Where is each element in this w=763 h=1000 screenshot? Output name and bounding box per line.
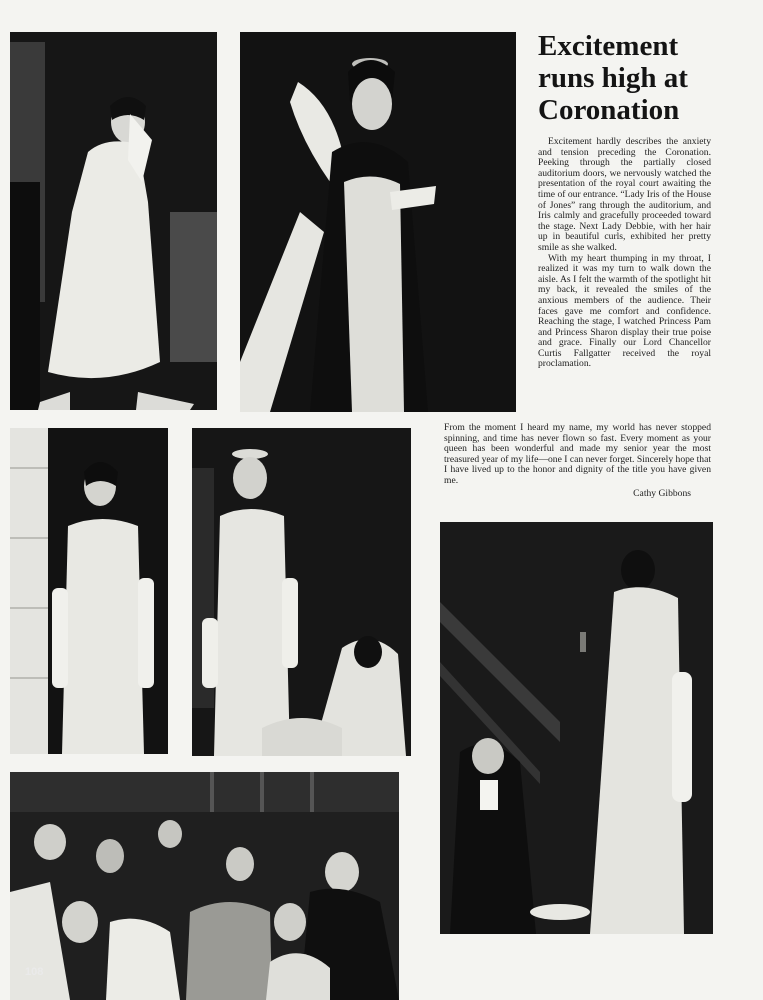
article-paragraph: With my heart thumping in my throat, I realized it was my turn to walk down the aisle. As I felt the warmth of the spotlight hit my back, it revealed the smiles of the anxious members of the audience. Their faces gave me comfort and confidence. Reaching the stage, I watched Princess Pam and Princess Sharon display their true poise and grace. Finally our Lord Chancellor Curtis Fallgatter received the royal proclamation. (538, 252, 711, 370)
article-closing-paragraph: From the moment I heard my name, my world has never stopped spinning, and time has never flown so fast. Every moment as your queen has been wonderful and made my senior year the most treasured year of my life—one I can never forget. Sincerely hope that I have lived up to the honor and dignity of the title you have given me. (444, 422, 711, 486)
article-paragraph: Excitement hardly describes the anxiety and tension preceding the Coronation. Peeking through the partially closed auditorium doors, we nervously watched the presentation of the royal court awaiting the time of our entrance. “Lady Iris of the House of Jones” rang through the auditorium, and Iris calmly and gracefully proceeded toward the stage. Next Lady Debbie, with her hair up in beautiful curls, exhibited her pretty smile as she walked. (538, 136, 711, 253)
photo-girl-headband-attendant (192, 428, 411, 756)
photo-dance-crowd (10, 772, 399, 1000)
photo-queen-crown-robe (240, 32, 516, 412)
photo-queen-gown-hand-to-face (10, 32, 217, 410)
article-body (538, 137, 711, 370)
photo-girl-white-gown-gloves (10, 428, 168, 754)
page-headline: Excitement runs high at Coronation (538, 30, 688, 126)
author-signature: Cathy Gibbons (633, 488, 691, 499)
article-closing (444, 423, 711, 487)
photo-queen-escort-stairs (440, 522, 713, 934)
page-number: 108 (25, 966, 44, 978)
